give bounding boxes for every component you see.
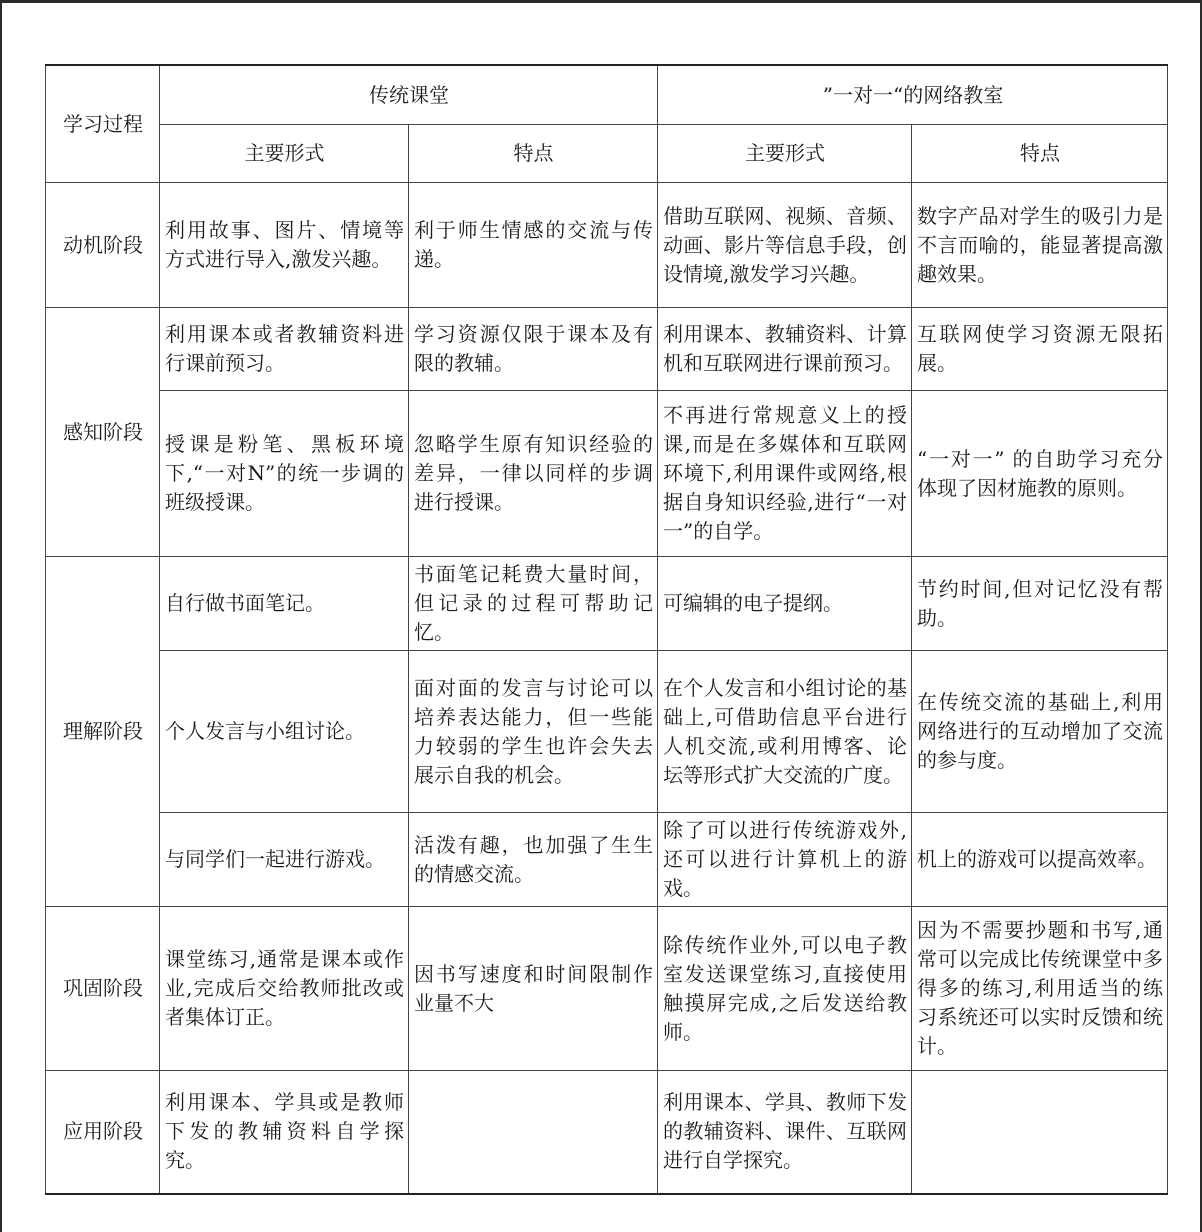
online-form-cell: 在个人发言和小组讨论的基础上,可借助信息平台进行人机交流,或利用博客、论坛等形式扩大交流的广度。 — [658, 651, 912, 813]
online-feature-cell: “一对一” 的自助学习充分体现了因材施教的原则。 — [912, 391, 1168, 557]
stage-cell: 应用阶段 — [46, 1071, 160, 1194]
header-online-classroom: ”一对一“的网络教室 — [658, 65, 1168, 125]
header-online-form: 主要形式 — [658, 125, 912, 183]
stage-cell: 动机阶段 — [46, 183, 160, 308]
online-feature-cell: 数字产品对学生的吸引力是不言而喻的，能显著提高激趣效果。 — [912, 183, 1168, 308]
page-border-top — [0, 0, 1202, 3]
header-trad-form: 主要形式 — [160, 125, 409, 183]
online-form-cell: 除了可以进行传统游戏外,还可以进行计算机上的游戏。 — [658, 813, 912, 907]
table-row — [46, 813, 1168, 907]
header-row-1 — [46, 65, 1168, 125]
online-feature-cell: 机上的游戏可以提高效率。 — [912, 813, 1168, 907]
table-row — [46, 308, 1168, 391]
trad-feature-cell: 书面笔记耗费大量时间，但记录的过程可帮助记忆。 — [409, 557, 658, 651]
online-form-cell: 除传统作业外,可以电子教室发送课堂练习,直接使用触摸屏完成,之后发送给教师。 — [658, 907, 912, 1071]
trad-form-cell: 自行做书面笔记。 — [160, 557, 409, 651]
online-feature-cell: 因为不需要抄题和书写,通常可以完成比传统课堂中多得多的练习,利用适当的练习系统还可以实时反馈和统计。 — [912, 907, 1168, 1071]
trad-feature-cell: 因书写速度和时间限制作业量不大 — [409, 907, 658, 1071]
online-form-cell: 利用课本、教辅资料、计算机和互联网进行课前预习。 — [658, 308, 912, 391]
table-row — [46, 907, 1168, 1071]
header-learning-process: 学习过程 — [46, 65, 160, 183]
trad-feature-cell: 利于师生情感的交流与传递。 — [409, 183, 658, 308]
table-row — [46, 557, 1168, 651]
header-row-2 — [46, 125, 1168, 183]
trad-feature-cell: 活泼有趣，也加强了生生的情感交流。 — [409, 813, 658, 907]
online-form-cell: 可编辑的电子提纲。 — [658, 557, 912, 651]
table-row — [46, 651, 1168, 813]
trad-feature-cell: 面对面的发言与讨论可以培养表达能力，但一些能力较弱的学生也许会失去展示自我的机会。 — [409, 651, 658, 813]
online-feature-cell: 节约时间,但对记忆没有帮助。 — [912, 557, 1168, 651]
header-traditional-classroom: 传统课堂 — [160, 65, 658, 125]
stage-cell: 感知阶段 — [46, 308, 160, 557]
online-form-cell: 借助互联网、视频、音频、动画、影片等信息手段，创设情境,激发学习兴趣。 — [658, 183, 912, 308]
trad-form-cell: 利用课本、学具或是教师下发的教辅资料自学探究。 — [160, 1071, 409, 1194]
trad-form-cell: 利用课本或者教辅资料进行课前预习。 — [160, 308, 409, 391]
online-feature-cell: 在传统交流的基础上,利用网络进行的互动增加了交流的参与度。 — [912, 651, 1168, 813]
table-row — [46, 391, 1168, 557]
trad-form-cell: 利用故事、图片、情境等方式进行导入,激发兴趣。 — [160, 183, 409, 308]
trad-feature-cell — [409, 1071, 658, 1194]
comparison-table — [45, 64, 1168, 1195]
header-online-feature: 特点 — [912, 125, 1168, 183]
trad-form-cell: 个人发言与小组讨论。 — [160, 651, 409, 813]
online-feature-cell — [912, 1071, 1168, 1194]
online-feature-cell: 互联网使学习资源无限拓展。 — [912, 308, 1168, 391]
table-row — [46, 1071, 1168, 1194]
page-border-left — [0, 0, 2, 1232]
table-row — [46, 183, 1168, 308]
trad-form-cell: 授课是粉笔、黑板环境下,“一对N”的统一步调的班级授课。 — [160, 391, 409, 557]
trad-form-cell: 课堂练习,通常是课本或作业,完成后交给教师批改或者集体订正。 — [160, 907, 409, 1071]
trad-feature-cell: 忽略学生原有知识经验的差异，一律以同样的步调进行授课。 — [409, 391, 658, 557]
stage-cell: 巩固阶段 — [46, 907, 160, 1071]
online-form-cell: 利用课本、学具、教师下发的教辅资料、课件、互联网进行自学探究。 — [658, 1071, 912, 1194]
trad-feature-cell: 学习资源仅限于课本及有限的教辅。 — [409, 308, 658, 391]
trad-form-cell: 与同学们一起进行游戏。 — [160, 813, 409, 907]
header-trad-feature: 特点 — [409, 125, 658, 183]
stage-cell: 理解阶段 — [46, 557, 160, 907]
online-form-cell: 不再进行常规意义上的授课,而是在多媒体和互联网环境下,利用课件或网络,根据自身知识经验,进行“一对一”的自学。 — [658, 391, 912, 557]
